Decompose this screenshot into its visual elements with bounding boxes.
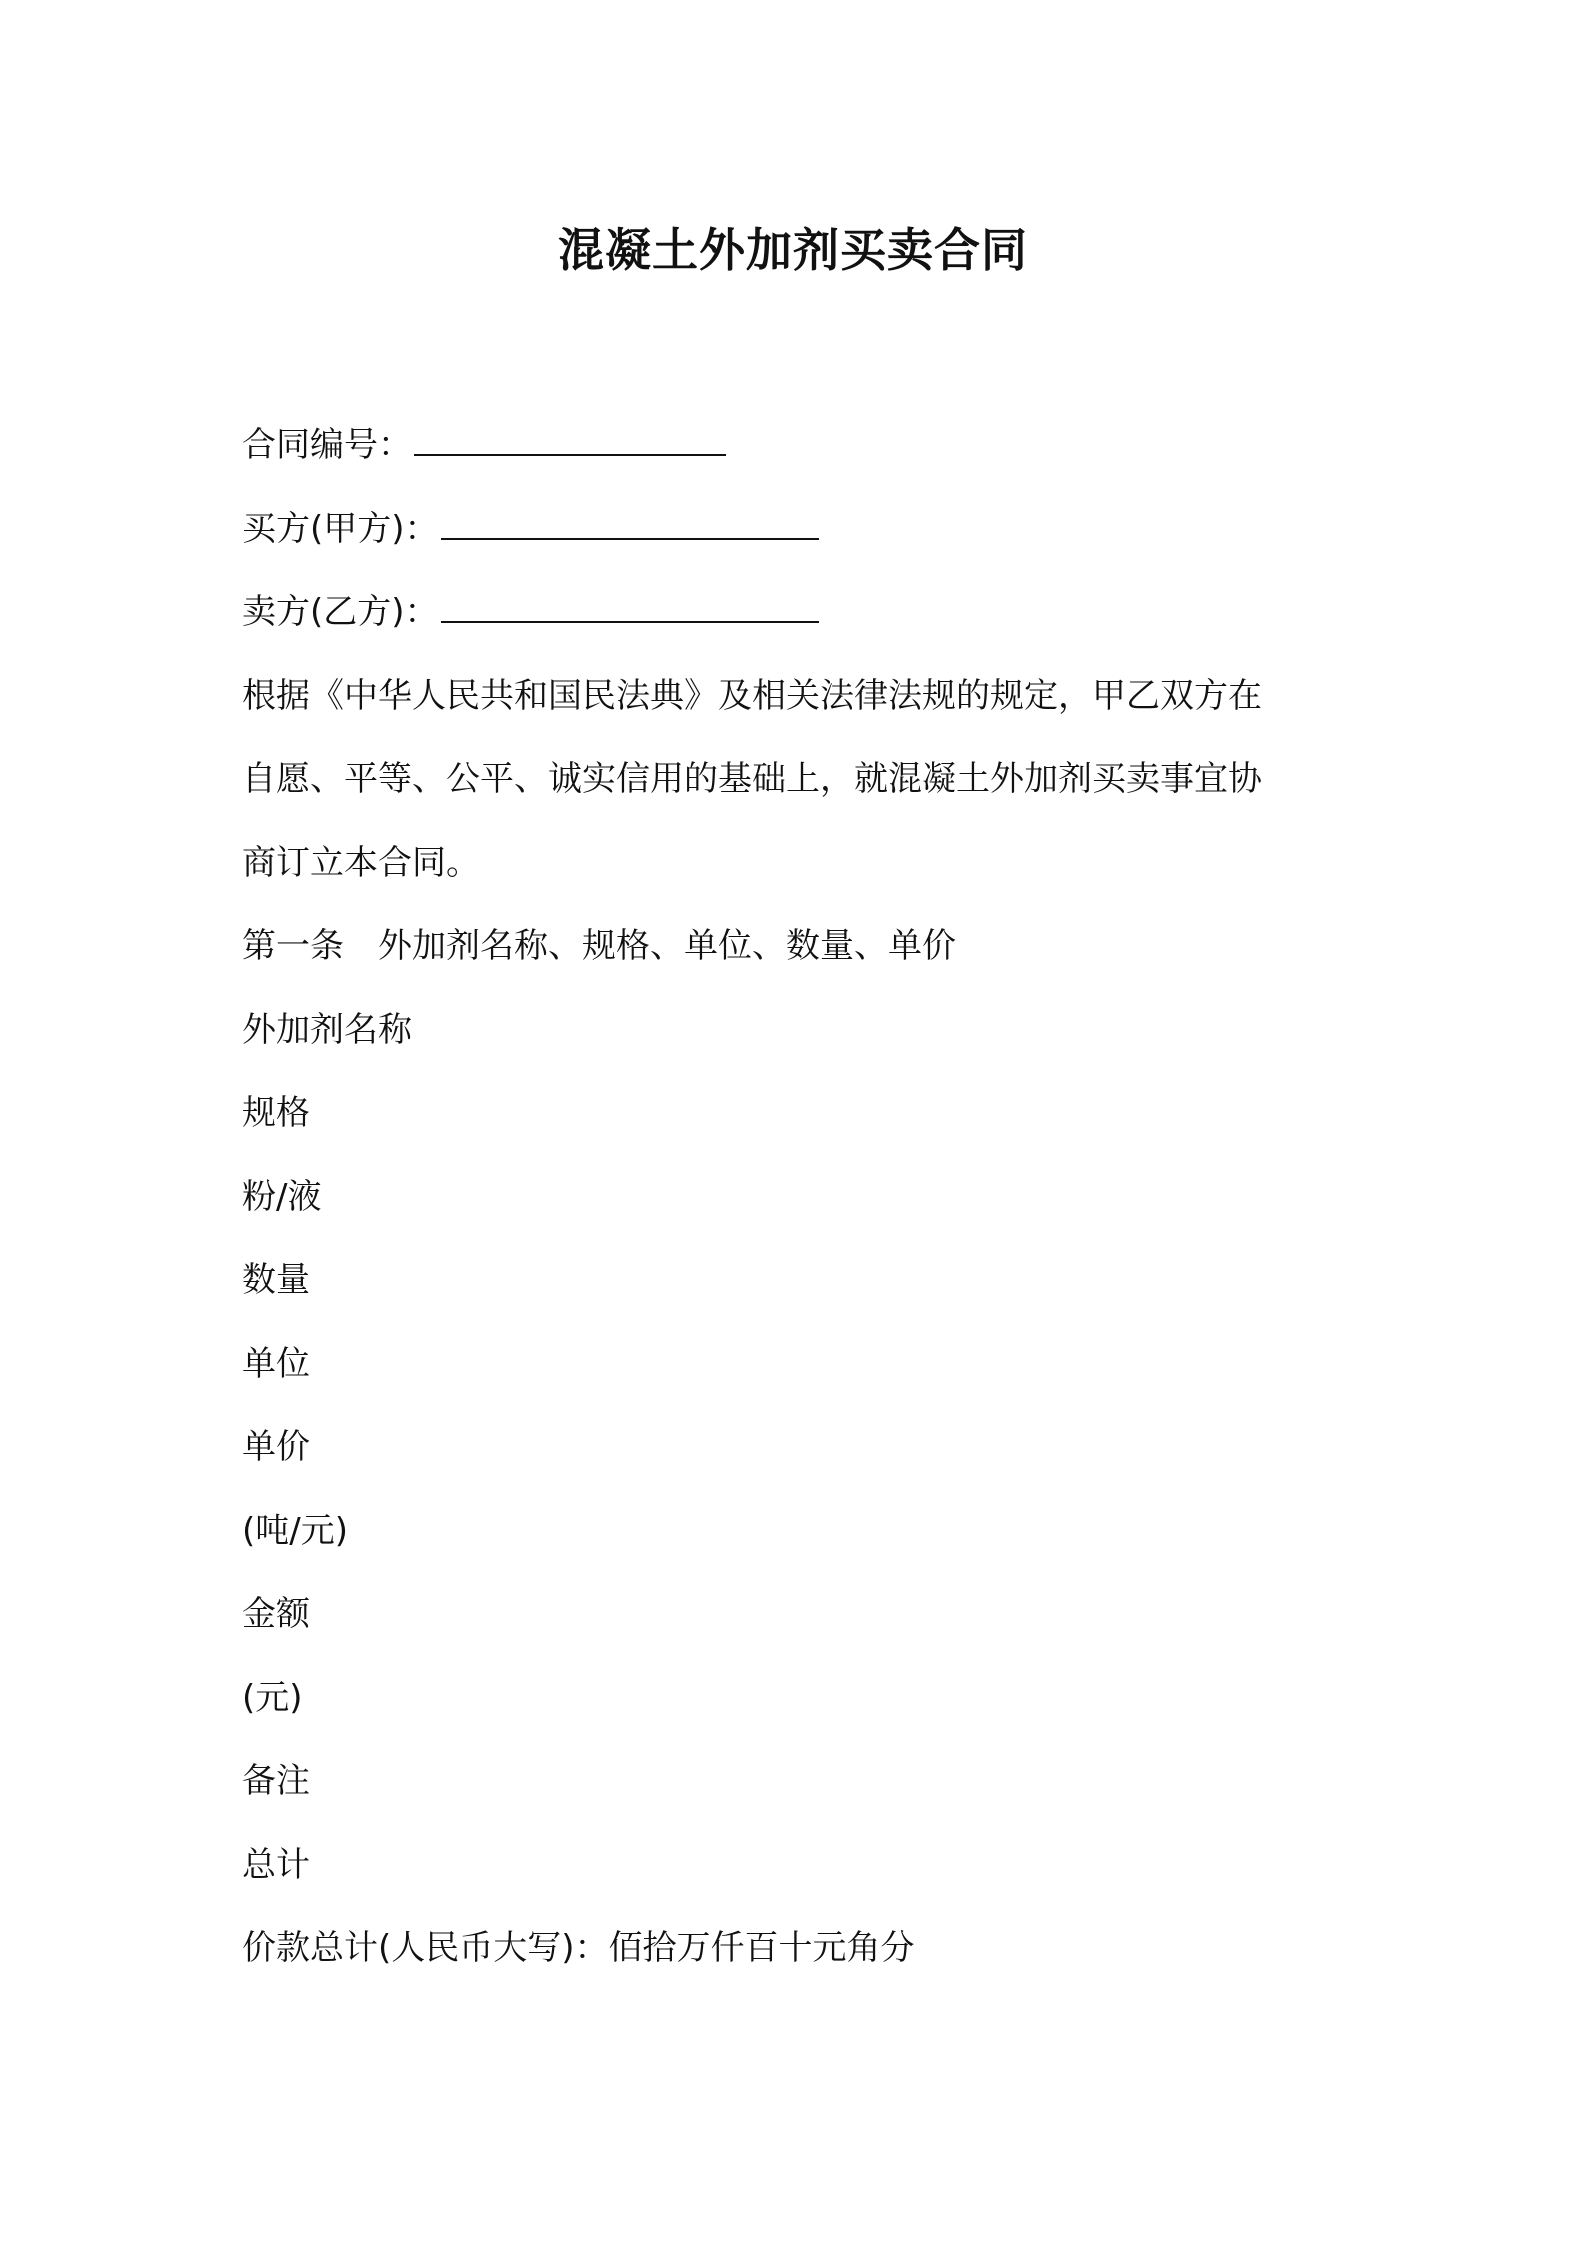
- seller-label: 卖方(乙方)：: [242, 592, 439, 632]
- seller-blank[interactable]: [441, 591, 819, 623]
- buyer-label: 买方(甲方)：: [242, 508, 439, 549]
- label-powder-liquid: 粉/液: [242, 1176, 322, 1217]
- document-body: [242, 404, 1362, 1991]
- label-unit-price: 单价: [242, 1427, 310, 1467]
- preamble-line-1: 根据《中华人民共和国民法典》及相关法律法规的规定，甲乙双方在: [242, 675, 1262, 716]
- label-quantity: 数量: [242, 1260, 310, 1300]
- buyer-blank[interactable]: [441, 508, 819, 540]
- contract-number-blank[interactable]: [414, 424, 726, 456]
- label-remarks: 备注: [242, 1761, 310, 1801]
- seller-field: [242, 571, 1362, 655]
- label-unit-price-unit: (吨/元): [242, 1510, 348, 1551]
- label-total: 总计: [242, 1844, 310, 1885]
- contract-number-label: 合同编号：: [242, 425, 412, 465]
- total-amount-line: 价款总计(人民币大写)：佰拾万仟百十元角分: [242, 1928, 915, 1968]
- label-additive-name: 外加剂名称: [242, 1009, 412, 1050]
- label-amount: 金额: [242, 1594, 310, 1634]
- preamble-line-2: 自愿、平等、公平、诚实信用的基础上，就混凝土外加剂买卖事宜协: [242, 759, 1262, 799]
- buyer-field: [242, 488, 1362, 572]
- label-amount-unit: (元): [242, 1677, 303, 1718]
- article-1-title: 外加剂名称、规格、单位、数量、单价: [378, 926, 956, 966]
- contract-number-field: [242, 404, 1362, 488]
- preamble-line-3: 商订立本合同。: [242, 842, 480, 883]
- article-1-number: 第一条: [242, 926, 344, 966]
- article-1-heading: [242, 905, 1362, 989]
- document-title: 混凝土外加剂买卖合同: [558, 223, 1028, 277]
- label-unit: 单位: [242, 1343, 310, 1384]
- label-spec: 规格: [242, 1093, 310, 1133]
